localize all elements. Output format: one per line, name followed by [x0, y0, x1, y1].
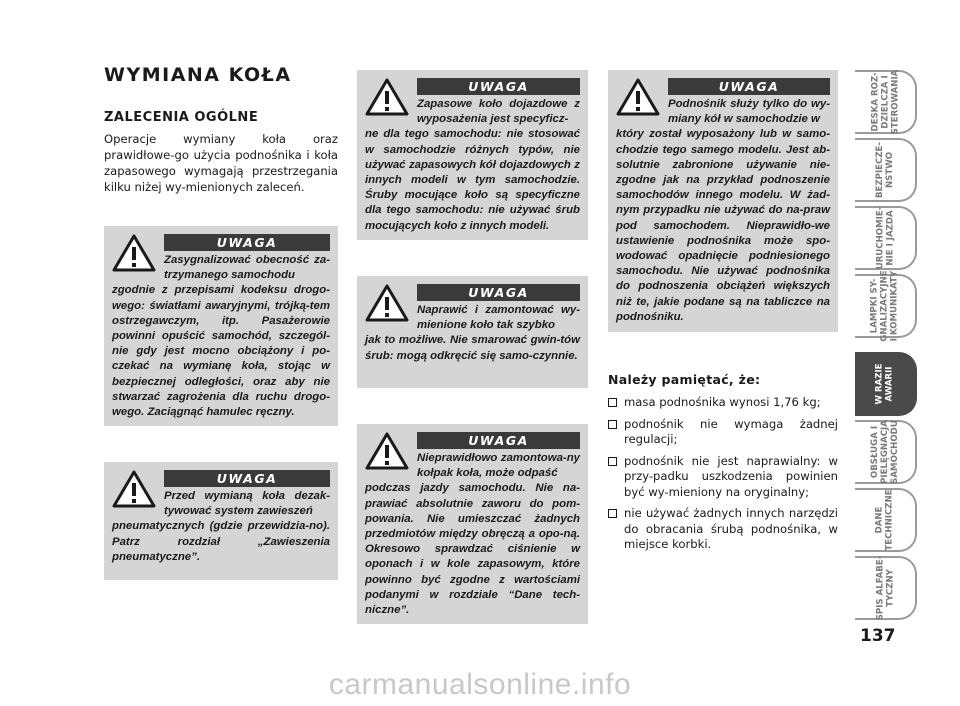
warning-text-head: Zapasowe koło dojazdowe z wyposażenia jest specyficz-: [417, 98, 580, 126]
warning-text-body: jak to możliwe. Nie smarować gwin-tów śrub: mogą odkręcić się samo-czynnie.: [365, 334, 580, 362]
remember-list: [608, 395, 838, 553]
checkbox-bullet-icon: [608, 398, 617, 407]
warning-box-signal-stopped-vehicle: [104, 226, 338, 426]
warning-label: UWAGA: [417, 78, 580, 95]
warning-box-repair-wheel: [357, 276, 588, 388]
warning-box-hubcap: [357, 424, 588, 624]
warning-label: UWAGA: [417, 432, 580, 449]
checkbox-bullet-icon: [608, 509, 617, 518]
tab-dashboard-controls[interactable]: DESKA ROZ- DZIELCZA I STEROWANIA: [855, 70, 917, 134]
warning-box-deactivate-suspension: [104, 462, 338, 580]
warning-label: UWAGA: [164, 470, 330, 487]
warning-box-jack-usage: [608, 70, 838, 332]
tab-starting-driving[interactable]: URUCHOMIE- NIE I JAZDA: [855, 206, 917, 270]
warning-triangle-icon: [112, 470, 156, 508]
page-title: WYMIANA KOŁA: [104, 64, 292, 86]
tab-warning-lights[interactable]: LAMPKI SY- GNALIZACYJNE I KOMUNIKATY: [855, 274, 917, 338]
remember-section: [608, 372, 838, 559]
warning-label: UWAGA: [668, 78, 830, 95]
list-item: podnośnik nie wymaga żadnej regulacji;: [608, 417, 838, 448]
checkbox-bullet-icon: [608, 457, 617, 466]
remember-heading: Należy pamiętać, że:: [608, 372, 761, 387]
tab-alphabetical-index[interactable]: SPIS ALFABE- TYCZNY: [855, 556, 917, 620]
warning-text-head: Przed wymianą koła dezak-tywować system zawieszeń: [164, 490, 330, 518]
warning-triangle-icon: [365, 432, 409, 470]
warning-text-head: Zasygnalizować obecność za-trzymanego samochodu: [164, 254, 330, 282]
warning-text-body: ne dla tego samochodu: nie stosować w samochodzie różnych typów, nie używać zapasowych kół dojazdowych z innych modeli w tym samochodzie. Śruby mocujące koło są specyficzne dla tego samochodu: nie używać śrub mocujących koło z innych modeli.: [365, 128, 580, 232]
checkbox-bullet-icon: [608, 420, 617, 429]
section-subtitle: ZALECENIA OGÓLNE: [104, 110, 259, 125]
tab-maintenance[interactable]: OBSŁUGA I PIELĘGNACJA SAMOCHODU: [855, 420, 917, 484]
warning-triangle-icon: [365, 78, 409, 116]
watermark: carmanualsonline.info: [328, 668, 632, 701]
intro-paragraph: Operacje wymiany koła oraz prawidłowe-go użycia podnośnika i koła zapasowego wymagają przestrzegania kilku niżej wy-mienionych zaleceń.: [104, 132, 338, 194]
warning-box-spare-wheel: [357, 70, 588, 240]
warning-text-head: Nieprawidłowo zamontowa-ny kołpak koła, może odpaść: [417, 452, 580, 480]
warning-text-head: Podnośnik służy tylko do wy-miany kół w samochodzie w: [668, 98, 830, 126]
tab-emergency[interactable]: W RAZIE AWARII: [855, 352, 917, 416]
warning-label: UWAGA: [164, 234, 330, 251]
warning-triangle-icon: [616, 78, 660, 116]
warning-text-head: Naprawić i zamontować wy-mienione koło tak szybko: [417, 304, 580, 332]
page-number: 137: [860, 626, 896, 646]
warning-triangle-icon: [112, 234, 156, 272]
tab-safety[interactable]: BEZPIECZE- ŃSTWO: [855, 138, 917, 202]
list-item: masa podnośnika wynosi 1,76 kg;: [608, 395, 838, 411]
warning-text-body: zgodnie z przepisami kodeksu drogo-wego: światłami awaryjnymi, trójką-tem ostrzegawczym, itp. Pasażerowie powinni opuścić samochód, szczegól-nie gdy jest mocno obciążony i po-czekać na wymianę koła, stojąc w bezpiecznej odległości, oraz aby nie stwarzać zagrożenia dla ruchu drogo-wego. Zaciągnąć hamulec ręczny.: [112, 284, 330, 419]
warning-triangle-icon: [365, 284, 409, 322]
warning-label: UWAGA: [417, 284, 580, 301]
tab-technical-data[interactable]: DANE TECHNICZNE: [855, 488, 917, 552]
list-item: podnośnik nie jest naprawialny: w przy-padku uszkodzenia powinien być wy-mieniony na oryginalny;: [608, 454, 838, 501]
warning-text-body: podczas jazdy samochodu. Nie na-prawiać absolutnie zaworu do pom-powania. Nie umieszczać żadnych przedmiotów między obręczą a opo-ną. Okresowo sprawdzać ciśnienie w oponach i w kole zapasowym, które powinno być zgodne z wartościami podanymi w rozdziale “Dane tech-niczne”.: [365, 482, 580, 617]
warning-text-body: pneumatycznych (gdzie przewidzia-no). Patrz rozdział „Zawieszenia pneumatyczne”.: [112, 520, 330, 563]
warning-text-body: który został wyposażony lub w samo-chodzie tego samego modelu. Jest ab-solutnie zabronione używanie nie-zgodne jak na przykład podnoszenie samochodów innego modelu. W żad-nym przypadku nie używać do na-praw pod samochodem. Nieprawidło-we ustawienie podnośnika może spo-wodować opadnięcie podniesionego samochodu. Nie używać podnośnika do podnoszenia obciążeń większych niż te, jakie podane są na tabliczce na podnośniku.: [616, 128, 830, 323]
list-item: nie używać żadnych innych narzędzi do obracania śrubą podnośnika, w miejsce korbki.: [608, 506, 838, 553]
